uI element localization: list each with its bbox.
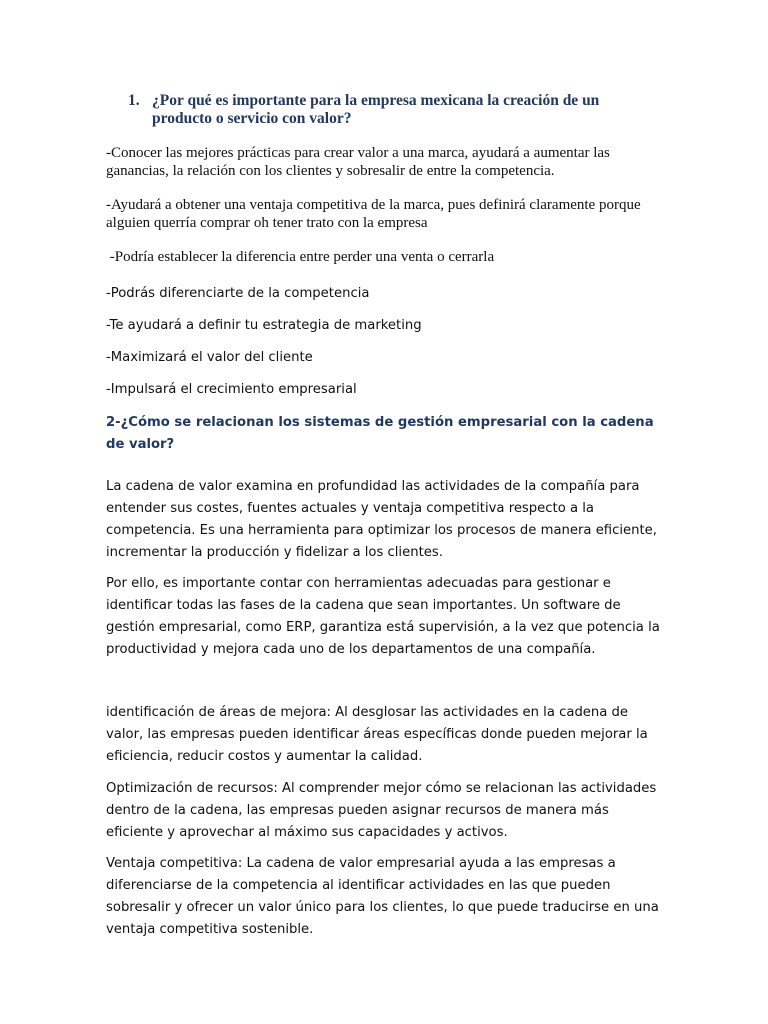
answer-2-paragraph-4: Optimización de recursos: Al comprender mejor cómo se relacionan las actividades dentro de la cadena, las empresas pueden asignar recursos de manera más eficiente y aprovechar al máximo sus capacidades y activos. bbox=[106, 781, 657, 840]
answer-1-point-7: -Impulsará el crecimiento empresarial bbox=[106, 382, 357, 397]
question-1-heading bbox=[128, 92, 658, 128]
answer-2-paragraph-1: La cadena de valor examina en profundidad las actividades de la compañía para entender sus costes, fuentes actuales y ventaja competitiva respecto a la competencia. Es una herramienta para optimizar los procesos de manera eficiente, incrementar la producción y fidelizar a los clientes. bbox=[106, 479, 657, 560]
answer-2-paragraph-3: identificación de áreas de mejora: Al desglosar las actividades en la cadena de valor, las empresas pueden identificar áreas específicas donde pueden mejorar la eficiencia, reducir costos y aumentar la calidad. bbox=[106, 705, 648, 764]
answer-1-point-3: -Podría establecer la diferencia entre perder una venta o cerrarla bbox=[106, 249, 495, 265]
answer-2-paragraph-5: Ventaja competitiva: La cadena de valor empresarial ayuda a las empresas a diferenciarse de la competencia al identificar actividades en las que pueden sobresalir y ofrecer un valor único para los clientes, lo que puede traducirse en una ventaja competitiva sostenible. bbox=[106, 856, 659, 937]
question-1-text: ¿Por qué es importante para la empresa mexicana la creación de un producto o servicio con valor? bbox=[152, 92, 600, 127]
answer-1-point-6: -Maximizará el valor del cliente bbox=[106, 350, 313, 365]
answer-1-point-4: -Podrás diferenciarte de la competencia bbox=[106, 286, 370, 301]
answer-1-point-1: -Conocer las mejores prácticas para crear valor a una marca, ayudará a aumentar las ganancias, la relación con los clientes y sobresalir de entre la competencia. bbox=[106, 145, 610, 179]
question-1-number: 1. bbox=[128, 92, 140, 109]
answer-2-paragraph-2: Por ello, es importante contar con herramientas adecuadas para gestionar e identificar todas las fases de la cadena que sean importantes. Un software de gestión empresarial, como ERP, garantiza está supervisión, a la vez que potencia la productividad y mejora cada uno de los departamentos de una compañía. bbox=[106, 576, 660, 657]
question-2-heading: 2-¿Cómo se relacionan los sistemas de gestión empresarial con la cadena de valor? bbox=[106, 415, 654, 452]
answer-1-point-5: -Te ayudará a definir tu estrategia de marketing bbox=[106, 318, 422, 333]
answer-1-point-2: -Ayudará a obtener una ventaja competitiva de la marca, pues definirá claramente porque alguien querría comprar oh tener trato con la empresa bbox=[106, 197, 641, 231]
